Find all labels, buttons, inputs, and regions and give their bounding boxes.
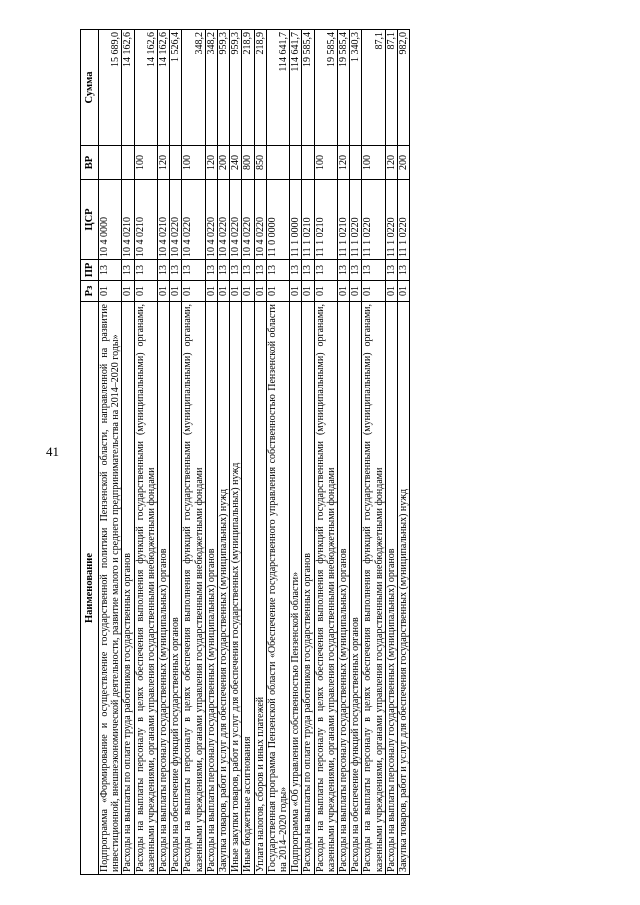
cell-sum: 959,3 bbox=[230, 30, 242, 146]
table-row bbox=[205, 30, 217, 875]
cell-rz: 01 bbox=[99, 281, 122, 302]
table-row bbox=[362, 30, 385, 875]
cell-pr: 13 bbox=[122, 260, 134, 281]
cell-rz: 01 bbox=[254, 281, 266, 302]
cell-pr: 13 bbox=[338, 260, 350, 281]
cell-sum: 114 641,7 bbox=[290, 30, 302, 146]
cell-rz: 01 bbox=[290, 281, 302, 302]
header-sum: Сумма bbox=[81, 30, 99, 146]
cell-pr: 13 bbox=[230, 260, 242, 281]
cell-csr: 11 1 0220 bbox=[398, 180, 410, 260]
header-vr: ВР bbox=[81, 146, 99, 180]
cell-pr: 13 bbox=[205, 260, 217, 281]
cell-vr: 100 bbox=[314, 146, 337, 180]
cell-name: Подпрограмма «Формирование и осуществление государственной политики Пензенской области, направленной на развитие инвестиционной, внешнеэкономической деятельности, развитие малого и среднего предпринимательства на 2014–2020 годы» bbox=[99, 302, 122, 875]
cell-pr: 13 bbox=[218, 260, 230, 281]
cell-rz: 01 bbox=[170, 281, 182, 302]
cell-csr: 10 4 0220 bbox=[254, 180, 266, 260]
cell-rz: 01 bbox=[398, 281, 410, 302]
cell-rz: 01 bbox=[242, 281, 254, 302]
cell-csr: 10 4 0220 bbox=[242, 180, 254, 260]
cell-vr bbox=[266, 146, 289, 180]
cell-name: Расходы на выплаты персоналу государственных (муниципальных) органов bbox=[338, 302, 350, 875]
cell-rz: 01 bbox=[338, 281, 350, 302]
cell-csr: 11 1 0220 bbox=[385, 180, 397, 260]
cell-vr bbox=[290, 146, 302, 180]
cell-sum: 348,2 bbox=[182, 30, 205, 146]
cell-vr: 100 bbox=[134, 146, 157, 180]
cell-name: Уплата налогов, сборов и иных платежей bbox=[254, 302, 266, 875]
cell-rz: 01 bbox=[122, 281, 134, 302]
cell-sum: 87,1 bbox=[362, 30, 385, 146]
table-row bbox=[266, 30, 289, 875]
cell-pr: 13 bbox=[314, 260, 337, 281]
cell-sum: 982,0 bbox=[398, 30, 410, 146]
cell-name: Расходы на выплаты персоналу государственных (муниципальных) органов bbox=[205, 302, 217, 875]
cell-sum: 1 340,3 bbox=[350, 30, 362, 146]
cell-pr: 13 bbox=[302, 260, 314, 281]
cell-rz: 01 bbox=[302, 281, 314, 302]
table-row bbox=[338, 30, 350, 875]
cell-csr: 11 1 0210 bbox=[302, 180, 314, 260]
cell-csr: 11 1 0210 bbox=[314, 180, 337, 260]
cell-pr: 13 bbox=[398, 260, 410, 281]
cell-pr: 13 bbox=[362, 260, 385, 281]
table-row bbox=[290, 30, 302, 875]
table-row bbox=[398, 30, 410, 875]
cell-rz: 01 bbox=[230, 281, 242, 302]
cell-vr bbox=[350, 146, 362, 180]
cell-rz: 01 bbox=[314, 281, 337, 302]
cell-vr: 800 bbox=[242, 146, 254, 180]
cell-sum: 218,9 bbox=[242, 30, 254, 146]
cell-pr: 13 bbox=[350, 260, 362, 281]
cell-vr: 100 bbox=[182, 146, 205, 180]
cell-csr: 10 4 0220 bbox=[218, 180, 230, 260]
cell-pr: 13 bbox=[385, 260, 397, 281]
cell-csr: 10 4 0220 bbox=[205, 180, 217, 260]
header-row bbox=[81, 30, 99, 875]
cell-sum: 218,9 bbox=[254, 30, 266, 146]
table-row bbox=[254, 30, 266, 875]
table-row bbox=[170, 30, 182, 875]
cell-csr: 10 4 0000 bbox=[99, 180, 122, 260]
budget-table bbox=[80, 29, 410, 875]
table-row bbox=[134, 30, 157, 875]
cell-sum: 14 162,6 bbox=[134, 30, 157, 146]
cell-name: Расходы на выплаты по оплате труда работников государственных органов bbox=[122, 302, 134, 875]
header-name: Наименование bbox=[81, 302, 99, 875]
cell-csr: 11 1 0220 bbox=[362, 180, 385, 260]
cell-name: Расходы на выплаты персоналу в целях обеспечения выполнения функций государственными (муниципальными) органами, казенными учреждениями, органами управления государственными внебюджетными фондами bbox=[314, 302, 337, 875]
cell-name: Расходы на выплаты по оплате труда работников государственных органов bbox=[302, 302, 314, 875]
cell-name: Расходы на выплаты персоналу государственных (муниципальных) органов bbox=[158, 302, 170, 875]
cell-rz: 01 bbox=[385, 281, 397, 302]
cell-sum: 14 162,6 bbox=[122, 30, 134, 146]
cell-sum: 114 641,7 bbox=[266, 30, 289, 146]
table-row bbox=[158, 30, 170, 875]
rotated-sheet bbox=[80, 30, 565, 875]
cell-sum: 19 585,4 bbox=[338, 30, 350, 146]
header-pr: ПР bbox=[81, 260, 99, 281]
cell-csr: 10 4 0210 bbox=[158, 180, 170, 260]
cell-rz: 01 bbox=[182, 281, 205, 302]
cell-name: Государственная программа Пензенской области «Обеспечение государственного управления собственностью Пензенской области на 2014–2020 годы» bbox=[266, 302, 289, 875]
cell-sum: 1 526,4 bbox=[170, 30, 182, 146]
table-body bbox=[99, 30, 410, 875]
cell-name: Закупка товаров, работ и услуг для обеспечения государственных (муниципальных) нужд bbox=[218, 302, 230, 875]
table-row bbox=[314, 30, 337, 875]
cell-vr: 200 bbox=[218, 146, 230, 180]
cell-vr: 200 bbox=[398, 146, 410, 180]
cell-vr bbox=[302, 146, 314, 180]
cell-name: Расходы на выплаты персоналу в целях обеспечения выполнения функций государственными (муниципальными) органами, казенными учреждениями, органами управления государственными внебюджетными фондами bbox=[134, 302, 157, 875]
cell-vr: 120 bbox=[338, 146, 350, 180]
cell-name: Закупка товаров, работ и услуг для обеспечения государственных (муниципальных) нужд bbox=[398, 302, 410, 875]
cell-pr: 13 bbox=[158, 260, 170, 281]
cell-pr: 13 bbox=[99, 260, 122, 281]
cell-sum: 19 585,4 bbox=[314, 30, 337, 146]
cell-name: Расходы на выплаты персоналу в целях обеспечения выполнения функций государственными (муниципальными) органами, казенными учреждениями, органами управления государственными внебюджетными фондами bbox=[362, 302, 385, 875]
cell-vr bbox=[99, 146, 122, 180]
cell-vr bbox=[170, 146, 182, 180]
cell-pr: 13 bbox=[182, 260, 205, 281]
cell-csr: 10 4 0220 bbox=[182, 180, 205, 260]
cell-name: Расходы на обеспечение функций государственных органов bbox=[350, 302, 362, 875]
table-row bbox=[350, 30, 362, 875]
cell-name: Расходы на обеспечение функций государственных органов bbox=[170, 302, 182, 875]
table-row bbox=[385, 30, 397, 875]
cell-rz: 01 bbox=[134, 281, 157, 302]
cell-rz: 01 bbox=[218, 281, 230, 302]
page-number: 41 bbox=[46, 444, 59, 459]
cell-pr: 13 bbox=[266, 260, 289, 281]
cell-vr: 120 bbox=[385, 146, 397, 180]
cell-rz: 01 bbox=[362, 281, 385, 302]
cell-csr: 10 4 0220 bbox=[230, 180, 242, 260]
table-row bbox=[218, 30, 230, 875]
cell-csr: 11 1 0220 bbox=[350, 180, 362, 260]
cell-sum: 348,2 bbox=[205, 30, 217, 146]
cell-csr: 11 1 0210 bbox=[338, 180, 350, 260]
cell-rz: 01 bbox=[205, 281, 217, 302]
header-rz: Рз bbox=[81, 281, 99, 302]
cell-rz: 01 bbox=[266, 281, 289, 302]
cell-rz: 01 bbox=[158, 281, 170, 302]
cell-pr: 13 bbox=[254, 260, 266, 281]
table-row bbox=[242, 30, 254, 875]
cell-sum: 87,1 bbox=[385, 30, 397, 146]
cell-csr: 11 1 0000 bbox=[290, 180, 302, 260]
cell-sum: 15 689,0 bbox=[99, 30, 122, 146]
cell-vr: 120 bbox=[158, 146, 170, 180]
cell-name: Подпрограмма «Об управлении собственностью Пензенской области» bbox=[290, 302, 302, 875]
cell-csr: 10 4 0210 bbox=[134, 180, 157, 260]
cell-name: Расходы на выплаты персоналу в целях обеспечения выполнения функций государственными (муниципальными) органами, казенными учреждениями, органами управления государственными внебюджетными фондами bbox=[182, 302, 205, 875]
cell-vr: 240 bbox=[230, 146, 242, 180]
cell-vr: 120 bbox=[205, 146, 217, 180]
cell-csr: 10 4 0220 bbox=[170, 180, 182, 260]
table-row bbox=[182, 30, 205, 875]
cell-pr: 13 bbox=[170, 260, 182, 281]
cell-pr: 13 bbox=[134, 260, 157, 281]
cell-csr: 10 4 0210 bbox=[122, 180, 134, 260]
cell-sum: 19 585,4 bbox=[302, 30, 314, 146]
cell-sum: 14 162,6 bbox=[158, 30, 170, 146]
header-csr: ЦСР bbox=[81, 180, 99, 260]
table-row bbox=[99, 30, 122, 875]
cell-vr bbox=[122, 146, 134, 180]
table-row bbox=[230, 30, 242, 875]
cell-name: Расходы на выплаты персоналу государственных (муниципальных) органов bbox=[385, 302, 397, 875]
cell-vr: 100 bbox=[362, 146, 385, 180]
cell-vr: 850 bbox=[254, 146, 266, 180]
cell-csr: 11 0 0000 bbox=[266, 180, 289, 260]
cell-name: Иные закупки товаров, работ и услуг для обеспечения государственных (муниципальных) нужд bbox=[230, 302, 242, 875]
table-row bbox=[302, 30, 314, 875]
table-row bbox=[122, 30, 134, 875]
cell-pr: 13 bbox=[290, 260, 302, 281]
cell-sum: 959,3 bbox=[218, 30, 230, 146]
cell-rz: 01 bbox=[350, 281, 362, 302]
cell-name: Иные бюджетные ассигнования bbox=[242, 302, 254, 875]
cell-pr: 13 bbox=[242, 260, 254, 281]
